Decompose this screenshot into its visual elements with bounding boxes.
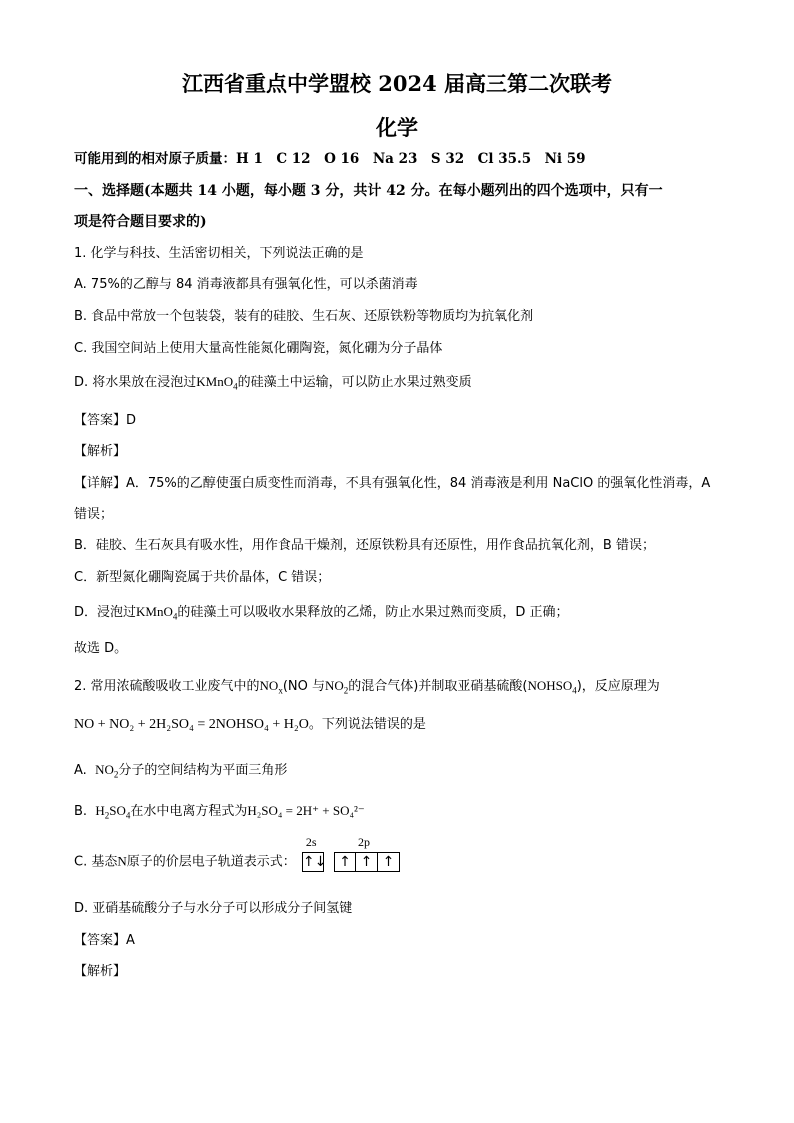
orbital-2p-label: 2p [358, 835, 371, 849]
q2-option-a-suffix: 分子的空间结构为平面三角形 [118, 763, 288, 778]
q2-equation-tail: 。下列说法错误的是 [308, 717, 426, 732]
q2-option-b-equation: H₂SO₄ = 2H⁺ + SO₄²⁻ [247, 803, 365, 818]
q1-option-a: A. 75%的乙醇与 84 消毒液都具有强氧化性，可以杀菌消毒 [74, 277, 418, 292]
orbital-2s-box: ↑↓ [302, 854, 327, 870]
q2-option-b-formula: H [95, 803, 105, 818]
q2-stem-part-d: )，反应原理为 [576, 679, 660, 694]
q2-answer: 【答案】A [74, 933, 135, 948]
exam-title: 江西省重点中学盟校 2024 届高三第二次联考 [181, 71, 613, 96]
q2-stem-part-b: (NO 与 [282, 679, 325, 694]
q2-option-b-middle: 在水中电离方程式为 [130, 804, 248, 819]
orbital-2p-box-2: ↑ [356, 852, 378, 872]
q2-stem-part-c: 的混合气体)并制取亚硝基硫酸( [348, 679, 528, 694]
orbital-2p-box-3: ↑ [378, 852, 400, 872]
q1-option-d-prefix: D. 将水果放在浸泡过 [74, 375, 197, 390]
orbital-2p [334, 835, 400, 872]
q2-option-b: B. $H_2SO_4$在水中电离方程式为H₂SO₄ = 2H⁺ + SO₄²⁻ [74, 803, 365, 821]
q1-option-d-formula: KMnO [196, 374, 234, 389]
q2-equation-line [74, 716, 426, 734]
q1-detail-line2: 错误； [74, 507, 114, 522]
q2-stem-formula: NOHSO [527, 678, 573, 693]
q2-stem-formula-sub: 4 [572, 685, 577, 696]
orbital-2s-label: 2s [305, 835, 317, 849]
q2-equation: NO + NO₂ + 2H₂SO₄ = 2NOHSO₄ + H₂O [74, 717, 309, 732]
orbital-2p-box-1: ↑ [334, 852, 356, 872]
q2-option-c [74, 835, 400, 872]
q1-detail-line1: 【详解】A．75%的乙醇使蛋白质变性而消毒，不具有强氧化性，84 消毒液是利用 NaClO 的强氧化性消毒，A [74, 476, 711, 491]
section-heading-line1: 一、选择题(本题共 14 小题，每小题 3 分，共计 42 分。在每小题列出的四个选项中，只有一 [74, 183, 663, 199]
q2-stem [74, 677, 660, 696]
q2-option-c-prefix: C. 基态 [74, 854, 118, 870]
q1-detail5-prefix: D．浸泡过 [74, 605, 137, 620]
q1-option-d-subscript: 4 [233, 381, 238, 392]
q2-option-a-formula: NO [95, 762, 114, 777]
q1-detail-line4: C．新型氮化硼陶瓷属于共价晶体，C 错误； [74, 570, 331, 585]
q1-option-c: C. 我国空间站上使用大量高性能氮化硼陶瓷，氮化硼为分子晶体 [74, 341, 443, 356]
q2-stem-nox: NO [259, 678, 279, 693]
q2-option-a-subscript: 2 [113, 769, 119, 780]
q1-detail5-formula: KMnO [136, 604, 173, 619]
q2-option-a-prefix: A. [74, 763, 87, 778]
q2-option-d: D. 亚硝基硫酸分子与水分子可以形成分子间氢键 [74, 901, 353, 916]
q1-detail5-suffix: 的硅藻土可以吸收水果释放的乙烯，防止水果过熟而变质，D 正确； [177, 605, 569, 620]
q1-stem: 1. 化学与科技、生活密切相关，下列说法正确的是 [74, 246, 364, 261]
q1-detail-line3: B．硅胶、生石灰具有吸水性，用作食品干燥剂，还原铁粉具有还原性，用作食品抗氧化剂，B 错误； [74, 538, 655, 553]
q1-option-d [74, 373, 472, 392]
q2-stem-no2-sub: 2 [343, 685, 349, 696]
q1-option-b: B. 食品中常放一个包装袋，装有的硅胶、生石灰、还原铁粉等物质均为抗氧化剂 [74, 309, 534, 324]
q1-detail-line5 [74, 603, 569, 622]
q2-option-a [74, 761, 287, 780]
q2-stem-no2: NO [325, 678, 344, 693]
q2-option-c-suffix: 原子的价层电子轨道表示式： [126, 854, 296, 870]
q1-conclusion: 故选 D。 [74, 641, 128, 656]
orbital-2s [302, 835, 327, 872]
atomic-masses: 可能用到的相对原子质量：H 1 C 12 O 16 Na 23 S 32 Cl 35.5 Ni 59 [74, 151, 586, 167]
q1-detail5-subscript: 4 [172, 611, 178, 622]
q2-analysis-label: 【解析】 [74, 964, 127, 979]
q1-analysis-label: 【解析】 [74, 444, 127, 459]
q2-stem-nox-sub: x [278, 685, 283, 696]
q2-stem-part-a: 2. 常用浓硫酸吸收工业废气中的 [74, 679, 260, 694]
q1-option-d-suffix: 的硅藻土中运输，可以防止水果过熟变质 [237, 375, 472, 390]
q2-option-c-n: N [117, 853, 127, 869]
subject-title: 化学 [376, 115, 418, 140]
section-heading-line2: 项是符合题目要求的) [74, 214, 207, 230]
q1-answer: 【答案】D [74, 413, 137, 428]
q2-option-b-prefix: B. [74, 804, 88, 819]
